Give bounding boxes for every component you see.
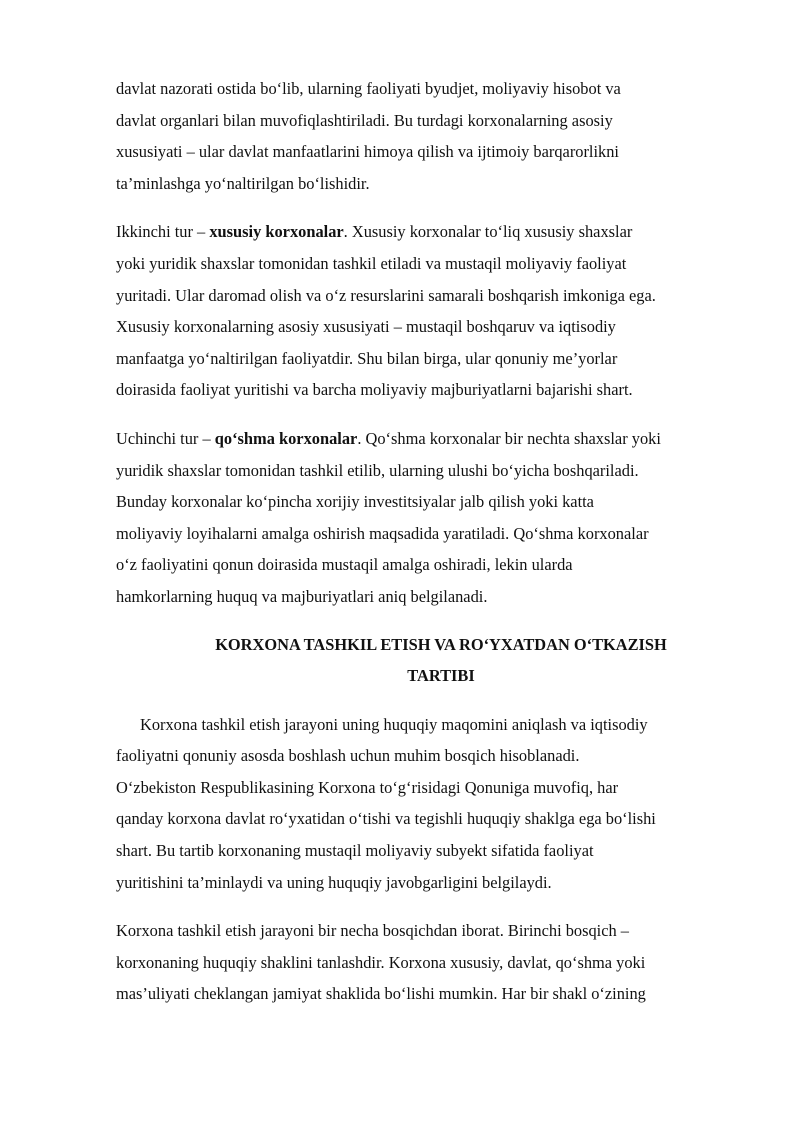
text-line: O‘zbekiston Respublikasining Korxona to‘g‘risidagi Qonuniga muvofiq, har [116,777,619,797]
paragraph-spacer [116,613,736,629]
paragraph-spacer [116,406,736,423]
text-line: faoliyatni qonuniy asosda boshlash uchun muhim bosqich hisoblanadi. [116,746,580,766]
bold-term: xususiy korxonalar [209,222,344,242]
text-line: moliyaviy loyihalarni amalga oshirish maqsadida yaratiladi. Qo‘shma korxonalar [116,523,649,543]
text-line: doirasida faoliyat yuritishi va barcha moliyaviy majburiyatlarni bajarishi shart. [116,380,633,400]
text-line: davlat organlari bilan muvofiqlashtiriladi. Bu turdagi korxonalarning asosiy [116,110,613,130]
text-line: shart. Bu tartib korxonaning mustaqil moliyaviy subyekt sifatida faoliyat [116,841,594,861]
text-line: yuritishini ta’minlaydi va uning huquqiy javobgarligini belgilaydi. [116,872,552,892]
text-line: Korxona tashkil etish jarayoni bir necha bosqichdan iborat. Birinchi bosqich – [116,921,629,941]
text-line [116,423,736,455]
paragraph-private-enterprises [116,216,736,406]
text-line: Korxona tashkil etish jarayoni uning huquqiy maqomini aniqlash va iqtisodiy [140,714,648,734]
text-line: Xususiy korxonalarning asosiy xususiyati – mustaqil boshqaruv va iqtisodiy [116,317,616,337]
line-rest: . Qo‘shma korxonalar bir nechta shaxslar yoki [357,428,661,448]
paragraph-spacer [116,692,736,709]
text-line: mas’uliyati cheklangan jamiyat shaklida bo‘lishi mumkin. Har bir shakl o‘zining [116,984,646,1004]
text-line: yuritadi. Ular daromad olish va o‘z resurslarini samarali boshqarish imkoniga ega. [116,285,656,305]
line-rest: . Xususiy korxonalar to‘liq xususiy shaxslar [343,222,633,242]
text-line: yuridik shaxslar tomonidan tashkil etilib, ularning ulushi bo‘yicha boshqariladi. [116,460,639,480]
text-line: xususiyati – ular davlat manfaatlarini himoya qilish va ijtimoiy barqarorlikni [116,142,619,162]
paragraph-establishment-stages [116,915,736,1010]
text-line: davlat nazorati ostida bo‘lib, ularning faoliyati byudjet, moliyaviy hisobot va [116,79,621,98]
paragraph-state-enterprises [116,73,736,199]
text-line: Bunday korxonalar ko‘pincha xorijiy investitsiyalar jalb qilish yoki katta [116,492,594,512]
text-line: korxonaning huquqiy shaklini tanlashdir. Korxona xususiy, davlat, qo‘shma yoki [116,952,646,972]
text-line: hamkorlarning huquq va majburiyatlari aniq belgilanadi. [116,586,488,606]
text-line: o‘z faoliyatini qonun doirasida mustaqil amalga oshiradi, lekin ularda [116,555,573,575]
text-line [116,216,736,248]
heading-line: KORXONA TASHKIL ETISH VA RO‘YXATDAN O‘TKAZISH [215,634,667,654]
lead-text: Ikkinchi tur – [116,222,210,242]
section-heading [116,629,736,692]
document-page [116,73,736,1010]
paragraph-spacer [116,898,736,915]
text-line: manfaatga yo‘naltirilgan faoliyatdir. Shu bilan birga, ular qonuniy me’yorlar [116,348,618,368]
lead-text: Uchinchi tur – [116,428,215,448]
text-line: yoki yuridik shaxslar tomonidan tashkil etiladi va mustaqil moliyaviy faoliyat [116,253,627,273]
text-line: ta’minlashga yo‘naltirilgan bo‘lishidir. [116,173,370,193]
heading-line: TARTIBI [407,666,475,686]
bold-term: qo‘shma korxonalar [214,428,358,448]
paragraph-establishment-process [116,709,736,899]
paragraph-joint-enterprises [116,423,736,613]
text-line: qanday korxona davlat ro‘yxatidan o‘tishi va tegishli huquqiy shaklga ega bo‘lishi [116,809,656,829]
paragraph-spacer [116,199,736,216]
